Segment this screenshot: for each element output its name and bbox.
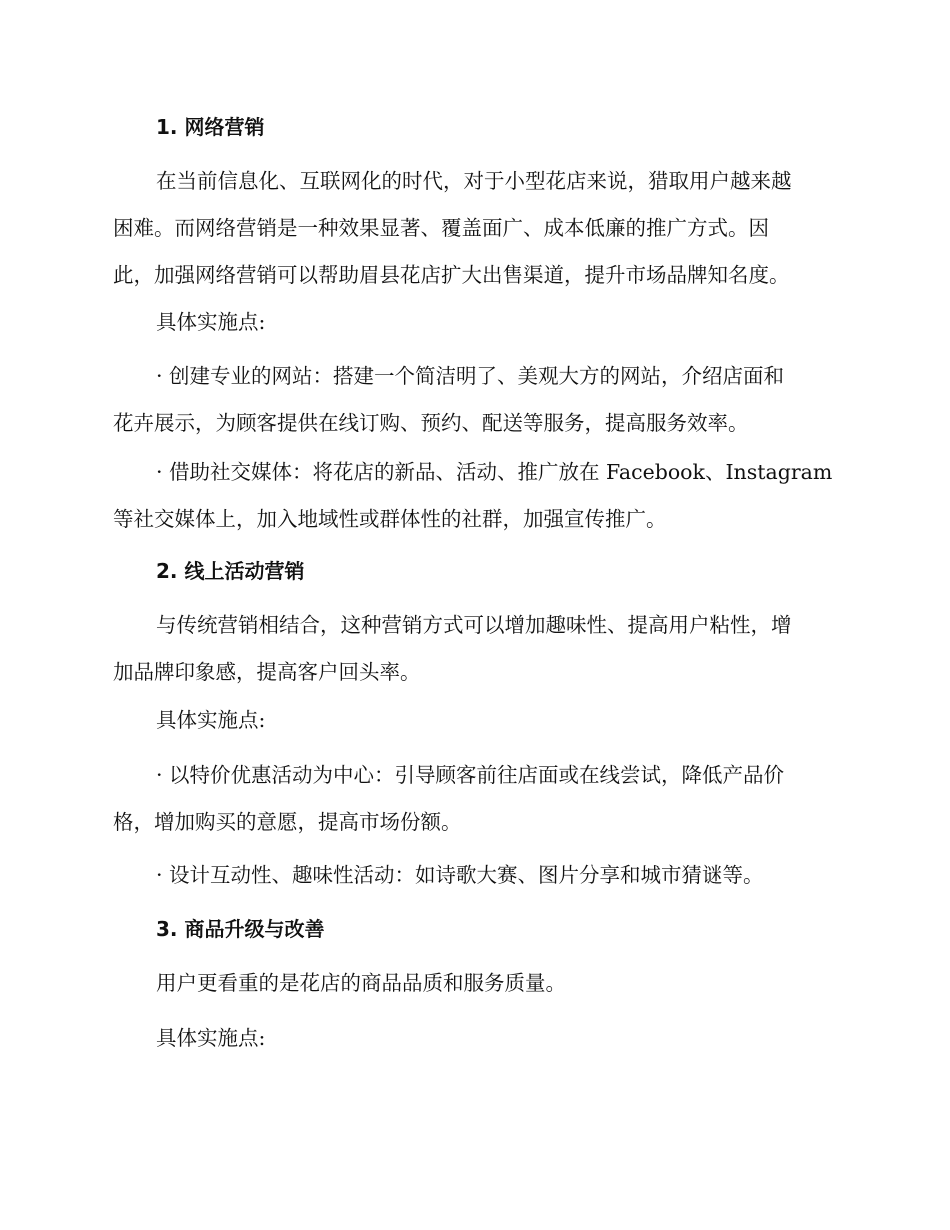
- paragraph-line: 与传统营销相结合，这种营销方式可以增加趣味性、提高用户粘性，增: [156, 613, 792, 637]
- paragraph-line: 加品牌印象感，提高客户回头率。: [113, 660, 421, 684]
- bullet-line: · 借助社交媒体：将花店的新品、活动、推广放在 Facebook、Instagram: [156, 460, 833, 484]
- section-2-points-label: 具体实施点:: [156, 708, 266, 732]
- bullet-line: · 创建专业的网站：搭建一个简洁明了、美观大方的网站，介绍店面和: [156, 364, 785, 388]
- paragraph-line: 在当前信息化、互联网化的时代，对于小型花店来说，猎取用户越来越: [156, 169, 792, 193]
- section-3-intro: [113, 960, 831, 1007]
- paragraph-line: 困难。而网络营销是一种效果显著、覆盖面广、成本低廉的推广方式。因: [113, 216, 769, 240]
- section-heading-2: 2. 线上活动营销: [156, 559, 305, 583]
- section-3-points-label: 具体实施点:: [156, 1026, 266, 1050]
- section-1-points-label: 具体实施点:: [156, 310, 266, 334]
- bullet-line: · 以特价优惠活动为中心：引导顾客前往店面或在线尝试，降低产品价: [156, 763, 785, 787]
- section-2-point-2: [113, 852, 831, 899]
- section-heading-1: 1. 网络营销: [156, 115, 265, 139]
- section-2-point-1: [113, 752, 831, 846]
- section-1-intro: [113, 158, 831, 299]
- section-1-point-1: [113, 353, 831, 447]
- section-2-intro: [113, 602, 831, 696]
- bullet-line: 花卉展示，为顾客提供在线订购、预约、配送等服务，提高服务效率。: [113, 411, 749, 435]
- paragraph-line: 用户更看重的是花店的商品品质和服务质量。: [156, 971, 566, 995]
- section-heading-3: 3. 商品升级与改善: [156, 917, 325, 941]
- bullet-line: 格，增加购买的意愿，提高市场份额。: [113, 810, 462, 834]
- bullet-line: 等社交媒体上，加入地域性或群体性的社群，加强宣传推广。: [113, 507, 667, 531]
- paragraph-line: 此，加强网络营销可以帮助眉县花店扩大出售渠道，提升市场品牌知名度。: [113, 263, 790, 287]
- bullet-line: · 设计互动性、趣味性活动：如诗歌大赛、图片分享和城市猜谜等。: [156, 863, 764, 887]
- section-1-point-2: [113, 449, 831, 543]
